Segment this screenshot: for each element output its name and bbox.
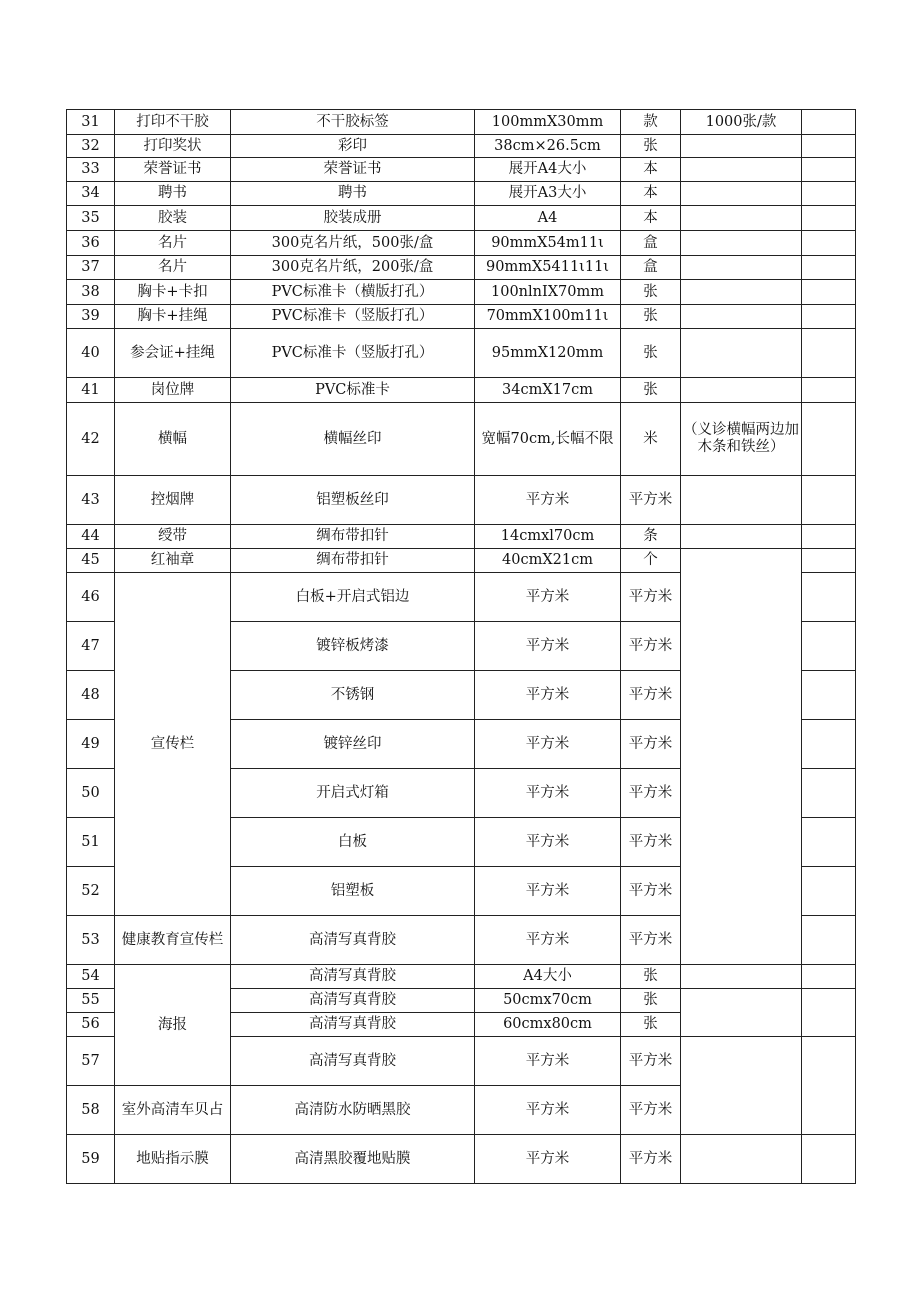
material: PVC标准卡（竖版打孔）	[231, 305, 475, 329]
specification: 展开A4大小	[475, 158, 621, 182]
item-name: 室外高清车贝占	[115, 1086, 231, 1135]
unit: 平方米	[621, 622, 681, 671]
unit: 张	[621, 1013, 681, 1037]
item-name: 胸卡+挂绳	[115, 305, 231, 329]
material: 不锈钢	[231, 671, 475, 720]
material: PVC标准卡（横版打孔）	[231, 280, 475, 305]
material: 开启式灯箱	[231, 769, 475, 818]
material: 铝塑板丝印	[231, 476, 475, 525]
item-name: 岗位牌	[115, 378, 231, 403]
unit: 张	[621, 989, 681, 1013]
extra-cell	[802, 231, 856, 256]
row-number: 49	[67, 720, 115, 769]
item-name: 地贴指示膜	[115, 1135, 231, 1184]
table-row	[67, 403, 856, 476]
item-name: 海报	[115, 965, 231, 1086]
unit: 本	[621, 206, 681, 231]
extra-cell	[802, 378, 856, 403]
remark	[681, 378, 802, 403]
row-number: 52	[67, 867, 115, 916]
specification: 40cmX21cm	[475, 549, 621, 573]
extra-cell	[802, 256, 856, 280]
extra-cell	[802, 965, 856, 989]
row-number: 35	[67, 206, 115, 231]
material: 不干胶标签	[231, 110, 475, 135]
extra-cell	[802, 989, 856, 1037]
table-row	[67, 110, 856, 135]
unit: 张	[621, 378, 681, 403]
material: 绸布带扣针	[231, 525, 475, 549]
unit: 本	[621, 182, 681, 206]
material: 高清黑胶覆地贴膜	[231, 1135, 475, 1184]
extra-cell	[802, 818, 856, 867]
unit: 款	[621, 110, 681, 135]
row-number: 40	[67, 329, 115, 378]
table-row	[67, 329, 856, 378]
specification: 100mmX30mm	[475, 110, 621, 135]
item-name: 控烟牌	[115, 476, 231, 525]
material: 荣誉证书	[231, 158, 475, 182]
price-table	[66, 109, 856, 1184]
extra-cell	[802, 720, 856, 769]
material: 胶装成册	[231, 206, 475, 231]
specification: 宽幅70cm,长幅不限	[475, 403, 621, 476]
remark	[681, 206, 802, 231]
row-number: 56	[67, 1013, 115, 1037]
unit: 平方米	[621, 818, 681, 867]
specification: 平方米	[475, 867, 621, 916]
extra-cell	[802, 1037, 856, 1135]
material: PVC标准卡	[231, 378, 475, 403]
extra-cell	[802, 525, 856, 549]
extra-cell	[802, 158, 856, 182]
item-name: 名片	[115, 256, 231, 280]
material: 高清防水防晒黑胶	[231, 1086, 475, 1135]
remark	[681, 1037, 802, 1135]
item-name: 参会证+挂绳	[115, 329, 231, 378]
row-number: 45	[67, 549, 115, 573]
unit: 张	[621, 305, 681, 329]
specification: 70mmX100m11ι	[475, 305, 621, 329]
table-row	[67, 1135, 856, 1184]
remark	[681, 256, 802, 280]
specification: 14cmxl70cm	[475, 525, 621, 549]
table-row	[67, 965, 856, 989]
unit: 平方米	[621, 1135, 681, 1184]
material: PVC标准卡（竖版打孔）	[231, 329, 475, 378]
item-name: 横幅	[115, 403, 231, 476]
unit: 本	[621, 158, 681, 182]
material: 高清写真背胶	[231, 1013, 475, 1037]
specification: 平方米	[475, 916, 621, 965]
unit: 平方米	[621, 476, 681, 525]
material: 300克名片纸，200张/盒	[231, 256, 475, 280]
item-name: 名片	[115, 231, 231, 256]
unit: 平方米	[621, 573, 681, 622]
material: 高清写真背胶	[231, 989, 475, 1013]
item-name: 胶装	[115, 206, 231, 231]
specification: 34cmX17cm	[475, 378, 621, 403]
unit: 张	[621, 965, 681, 989]
remark: 1000张/款	[681, 110, 802, 135]
material: 彩印	[231, 135, 475, 158]
row-number: 32	[67, 135, 115, 158]
table-row	[67, 256, 856, 280]
row-number: 50	[67, 769, 115, 818]
extra-cell	[802, 1135, 856, 1184]
extra-cell	[802, 182, 856, 206]
remark	[681, 158, 802, 182]
row-number: 59	[67, 1135, 115, 1184]
specification: 38cm×26.5cm	[475, 135, 621, 158]
unit: 盒	[621, 231, 681, 256]
extra-cell	[802, 135, 856, 158]
material: 高清写真背胶	[231, 916, 475, 965]
extra-cell	[802, 206, 856, 231]
table-row	[67, 182, 856, 206]
material: 高清写真背胶	[231, 965, 475, 989]
item-name: 宣传栏	[115, 573, 231, 916]
row-number: 38	[67, 280, 115, 305]
table-row	[67, 525, 856, 549]
item-name: 胸卡+卡扣	[115, 280, 231, 305]
material: 横幅丝印	[231, 403, 475, 476]
specification: A4	[475, 206, 621, 231]
material: 镀锌板烤漆	[231, 622, 475, 671]
specification: 平方米	[475, 476, 621, 525]
unit: 米	[621, 403, 681, 476]
material: 高清写真背胶	[231, 1037, 475, 1086]
row-number: 47	[67, 622, 115, 671]
row-number: 34	[67, 182, 115, 206]
unit: 平方米	[621, 1086, 681, 1135]
item-name: 聘书	[115, 182, 231, 206]
extra-cell	[802, 867, 856, 916]
specification: 平方米	[475, 1037, 621, 1086]
table-row	[67, 158, 856, 182]
row-number: 48	[67, 671, 115, 720]
item-name: 健康教育宣传栏	[115, 916, 231, 965]
unit: 张	[621, 135, 681, 158]
specification: 平方米	[475, 1086, 621, 1135]
unit: 平方米	[621, 1037, 681, 1086]
row-number: 36	[67, 231, 115, 256]
item-name: 红袖章	[115, 549, 231, 573]
specification: 平方米	[475, 818, 621, 867]
row-number: 41	[67, 378, 115, 403]
remark	[681, 280, 802, 305]
specification: 60cmx80cm	[475, 1013, 621, 1037]
table-row	[67, 476, 856, 525]
extra-cell	[802, 769, 856, 818]
specification: 平方米	[475, 671, 621, 720]
unit: 平方米	[621, 916, 681, 965]
specification: 95mmX120mm	[475, 329, 621, 378]
material: 白板	[231, 818, 475, 867]
extra-cell	[802, 329, 856, 378]
row-number: 31	[67, 110, 115, 135]
extra-cell	[802, 476, 856, 525]
specification: 平方米	[475, 622, 621, 671]
extra-cell	[802, 549, 856, 573]
material: 绸布带扣针	[231, 549, 475, 573]
specification: 90mmX5411ι11ι	[475, 256, 621, 280]
item-name: 绶带	[115, 525, 231, 549]
row-number: 51	[67, 818, 115, 867]
row-number: 39	[67, 305, 115, 329]
row-number: 54	[67, 965, 115, 989]
row-number: 46	[67, 573, 115, 622]
row-number: 42	[67, 403, 115, 476]
remark	[681, 305, 802, 329]
item-name: 打印奖状	[115, 135, 231, 158]
table-row	[67, 135, 856, 158]
remark	[681, 549, 802, 965]
unit: 条	[621, 525, 681, 549]
specification: A4大小	[475, 965, 621, 989]
unit: 平方米	[621, 769, 681, 818]
extra-cell	[802, 916, 856, 965]
material: 白板+开启式铝边	[231, 573, 475, 622]
table-body	[67, 110, 856, 1184]
table-row	[67, 549, 856, 573]
row-number: 44	[67, 525, 115, 549]
remark	[681, 329, 802, 378]
unit: 张	[621, 329, 681, 378]
remark	[681, 231, 802, 256]
specification: 展开A3大小	[475, 182, 621, 206]
remark	[681, 965, 802, 989]
remark	[681, 182, 802, 206]
unit: 平方米	[621, 867, 681, 916]
unit: 平方米	[621, 671, 681, 720]
item-name: 荣誉证书	[115, 158, 231, 182]
unit: 平方米	[621, 720, 681, 769]
row-number: 58	[67, 1086, 115, 1135]
extra-cell	[802, 305, 856, 329]
remark	[681, 525, 802, 549]
specification: 100nlnIX70mm	[475, 280, 621, 305]
material: 镀锌丝印	[231, 720, 475, 769]
remark	[681, 135, 802, 158]
specification: 50cmx70cm	[475, 989, 621, 1013]
remark	[681, 1135, 802, 1184]
table-row	[67, 280, 856, 305]
extra-cell	[802, 403, 856, 476]
unit: 个	[621, 549, 681, 573]
specification: 平方米	[475, 769, 621, 818]
item-name: 打印不干胶	[115, 110, 231, 135]
specification: 平方米	[475, 720, 621, 769]
specification: 平方米	[475, 1135, 621, 1184]
specification: 平方米	[475, 573, 621, 622]
row-number: 37	[67, 256, 115, 280]
table-row	[67, 231, 856, 256]
unit: 盒	[621, 256, 681, 280]
row-number: 33	[67, 158, 115, 182]
extra-cell	[802, 110, 856, 135]
unit: 张	[621, 280, 681, 305]
table-row	[67, 305, 856, 329]
specification: 90mmX54m11ι	[475, 231, 621, 256]
row-number: 43	[67, 476, 115, 525]
material: 聘书	[231, 182, 475, 206]
row-number: 53	[67, 916, 115, 965]
extra-cell	[802, 671, 856, 720]
table-row	[67, 206, 856, 231]
row-number: 55	[67, 989, 115, 1013]
extra-cell	[802, 280, 856, 305]
extra-cell	[802, 573, 856, 622]
row-number: 57	[67, 1037, 115, 1086]
material: 300克名片纸，500张/盒	[231, 231, 475, 256]
extra-cell	[802, 622, 856, 671]
table-row	[67, 378, 856, 403]
remark	[681, 476, 802, 525]
remark	[681, 989, 802, 1037]
remark: （义诊横幅两边加木条和铁丝）	[681, 403, 802, 476]
material: 铝塑板	[231, 867, 475, 916]
